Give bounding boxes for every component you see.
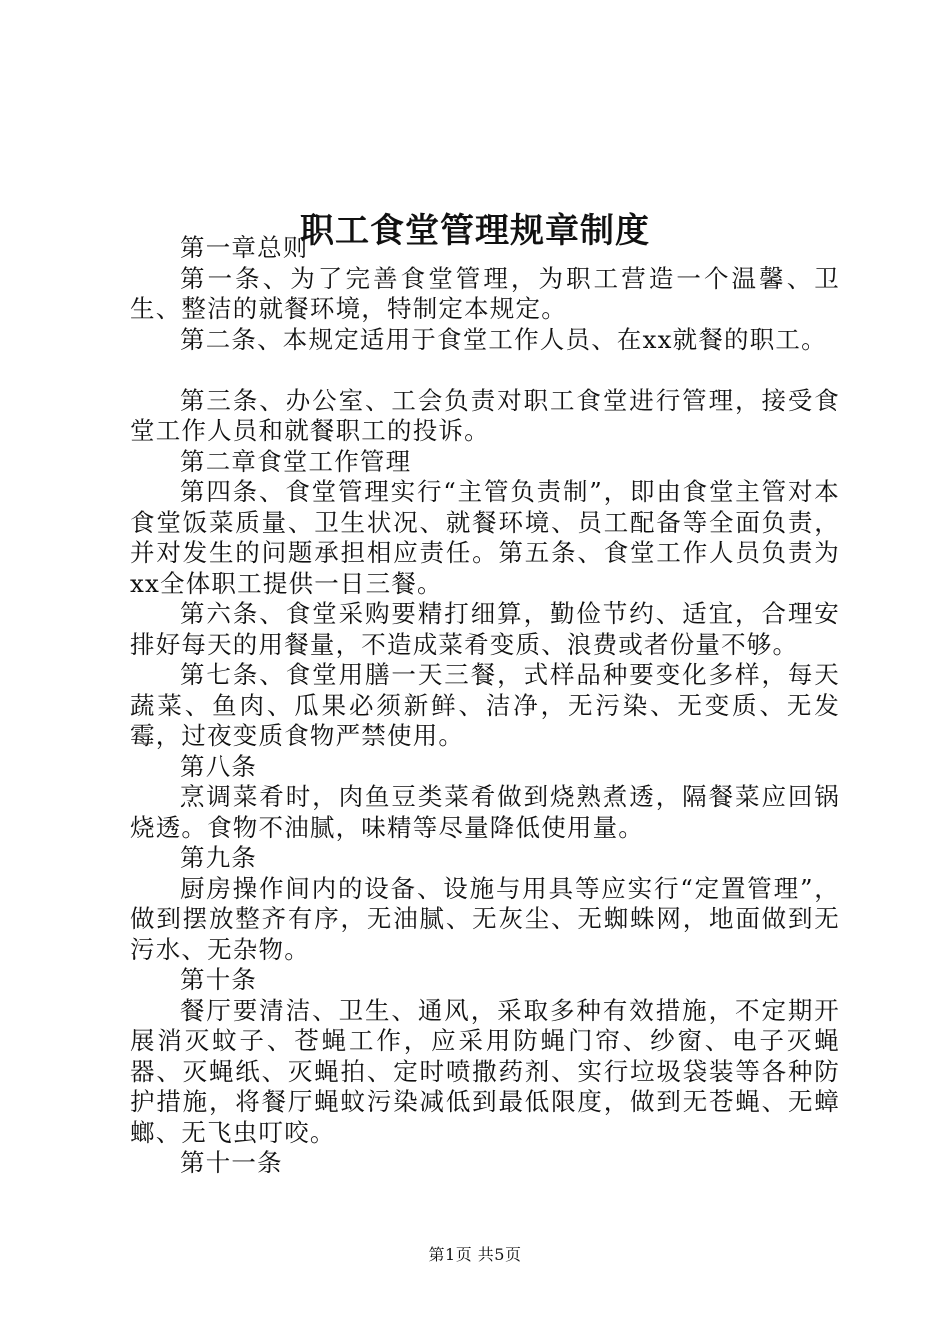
article-heading: 第十一条 xyxy=(180,1148,283,1177)
chapter-heading: 第二章食堂工作管理 xyxy=(180,446,412,476)
article-paragraph: 厨房操作间内的设备、设施与用具等应实行“定置管理”，做到摆放整齐有序，无油腻、无灰尘、无蜘蛛网，地面做到无污水、无杂物。 xyxy=(130,873,840,964)
document-title: 职工食堂管理规章制度 xyxy=(300,210,650,251)
chapter-heading: 第一章总则 xyxy=(180,233,309,262)
page-number-footer: 第1页 共5页 xyxy=(428,1245,522,1264)
article-paragraph: 第二条、本规定适用于食堂工作人员、在xx就餐的职工。 xyxy=(180,324,827,354)
document-body xyxy=(130,233,840,1179)
article-paragraph: 第六条、食堂采购要精打细算，勤俭节约、适宜，合理安排好每天的用餐量，不造成菜肴变质、浪费或者份量不够。 xyxy=(130,599,840,659)
article-heading: 第八条 xyxy=(180,751,258,781)
article-paragraph: 第四条、食堂管理实行“主管负责制”，即由食堂主管对本食堂饭菜质量、卫生状况、就餐环境、员工配备等全面负责，并对发生的问题承担相应责任。第五条、食堂工作人员负责为xx全体职工提供一日三餐。 xyxy=(130,477,840,598)
article-paragraph: 餐厅要清洁、卫生、通风，采取多种有效措施，不定期开展消灭蚊子、苍蝇工作，应采用防蝇门帘、纱窗、电子灭蝇器、灭蝇纸、灭蝇拍、定时喷撒药剂、实行垃圾袋装等各种防护措施，将餐厅蝇蚊污染减低到最低限度，做到无苍蝇、无蟑螂、无飞虫叮咬。 xyxy=(130,995,840,1147)
article-heading: 第十条 xyxy=(180,965,258,994)
article-paragraph: 烹调菜肴时，肉鱼豆类菜肴做到烧熟煮透，隔餐菜应回锅烧透。食物不油腻，味精等尽量降低使用量。 xyxy=(130,782,840,842)
article-heading: 第九条 xyxy=(180,843,258,872)
article-paragraph: 第一条、为了完善食堂管理，为职工营造一个温馨、卫生、整洁的就餐环境，特制定本规定。 xyxy=(130,263,840,323)
article-paragraph: 第七条、食堂用膳一天三餐，式样品种要变化多样，每天蔬菜、鱼肉、瓜果必须新鲜、洁净，无污染、无变质、无发霉，过夜变质食物严禁使用。 xyxy=(130,660,840,750)
article-paragraph: 第三条、办公室、工会负责对职工食堂进行管理，接受食堂工作人员和就餐职工的投诉。 xyxy=(130,385,840,445)
blank-line xyxy=(130,355,840,386)
